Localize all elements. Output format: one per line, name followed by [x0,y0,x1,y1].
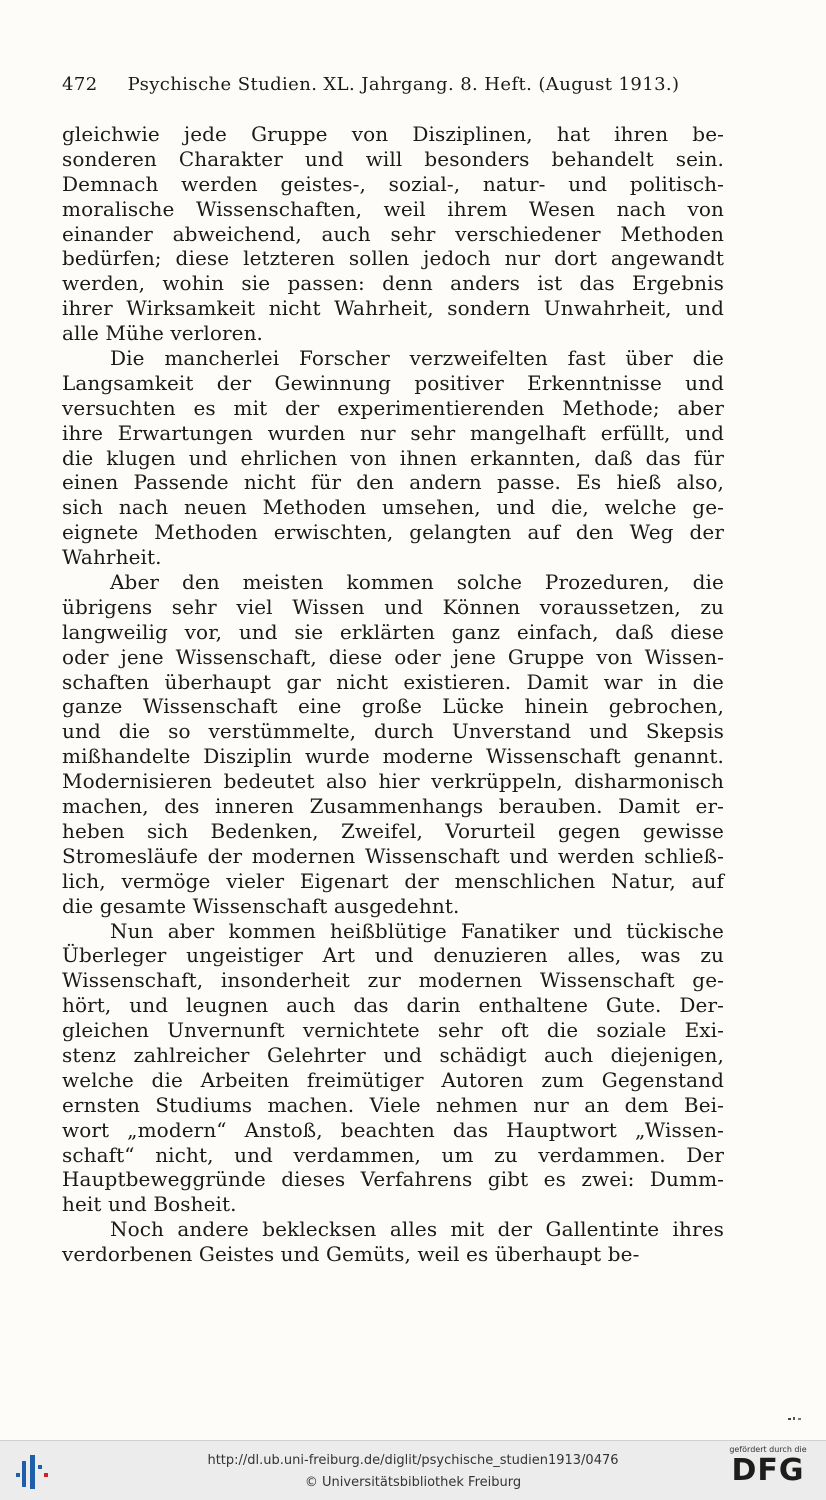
text-line: Langsamkeit der Gewinnung positiver Erkenntnisse und [62,370,724,395]
text-line: werden, wohin sie passen: denn anders ist das Ergebnis [62,271,724,296]
text-line: Modernisieren bedeutet also hier verkrüppeln, disharmonisch [62,769,724,794]
text-line: verdorbenen Geistes und Gemüts, weil es überhaupt be- [62,1242,640,1267]
page-number: 472 [62,74,98,95]
text-line: und die so verstümmelte, durch Unverstand und Skepsis [62,719,724,744]
text-line: Die mancherlei Forscher verzweifelten fast über die [110,346,724,371]
scan-speck [788,1417,804,1421]
text-line: die klugen und ehrlichen von ihnen erkannten, daß das für [62,445,724,470]
text-line: ihrer Wirksamkeit nicht Wahrheit, sondern Unwahrheit, und [62,296,724,321]
text-line: heben sich Bedenken, Zweifel, Vorurteil gegen gewisse [62,818,724,843]
text-line: Demnach werden geistes-, sozial-, natur- und politisch- [62,171,724,196]
text-line: Wahrheit. [62,545,162,570]
text-line: Stromesläufe der modernen Wissenschaft und werden schließ- [62,843,724,868]
text-line: einen Passende nicht für den andern passe. Es hieß also, [62,470,724,495]
text-line: alle Mühe verloren. [62,321,264,346]
dfg-tagline: gefördert durch die [729,1445,807,1454]
text-line: moralische Wissenschaften, weil ihrem Wesen nach von [62,196,724,221]
text-line: Überleger ungeistiger Art und denuzieren alles, was zu [62,943,724,968]
footer-copyright: © Universitätsbibliothek Freiburg [304,1475,522,1490]
text-line: ganze Wissenschaft eine große Lücke hinein gebrochen, [62,694,724,719]
text-line: langweilig vor, und sie erklärten ganz einfach, daß diese [62,619,724,644]
text-line: sich nach neuen Methoden umsehen, und die, welche ge- [62,495,724,520]
text-line: Aber den meisten kommen solche Prozeduren, die [110,570,724,595]
text-line: übrigens sehr viel Wissen und Können voraussetzen, zu [62,594,724,619]
text-line: lich, vermöge vieler Eigenart der menschlichen Natur, auf [62,868,724,893]
text-line: Nun aber kommen heißblütige Fanatiker und tückische [110,918,724,943]
dfg-logo-text: DFG [731,1453,805,1488]
text-line: Wissenschaft, insonderheit zur modernen Wissenschaft ge- [62,968,724,993]
text-line: wort „modern“ Anstoß, beachten das Hauptwort „Wissen- [62,1117,724,1142]
text-line: ernsten Studiums machen. Viele nehmen nur an dem Bei- [62,1092,724,1117]
text-line: hört, und leugnen auch das darin enthaltene Gute. Der- [62,993,724,1018]
text-line: stenz zahlreicher Gelehrter und schädigt auch diejenigen, [62,1042,724,1067]
text-line: die gesamte Wissenschaft ausgedehnt. [62,893,460,918]
text-line: Noch andere beklecksen alles mit der Gallentinte ihres [110,1217,724,1242]
text-line: sonderen Charakter und will besonders behandelt sein. [62,146,724,171]
text-line: schaften überhaupt gar nicht existieren. Damit war in die [62,669,724,694]
text-line: bedürfen; diese letzteren sollen jedoch nur dort angewandt [62,246,724,271]
text-line: oder jene Wissenschaft, diese oder jene Gruppe von Wissen- [62,644,724,669]
footer-bar [0,1440,826,1500]
footer-url-link[interactable]: http://dl.ub.uni-freiburg.de/diglit/psychische_studien1913/0476 [207,1453,619,1468]
running-title: Psychische Studien. XL. Jahrgang. 8. Heft. (August 1913.) [127,74,680,95]
text-line: welche die Arbeiten freimütiger Autoren zum Gegenstand [62,1067,724,1092]
text-line: versuchten es mit der experimentierenden Methode; aber [62,395,724,420]
text-line: Hauptbeweggründe dieses Verfahrens gibt es zwei: Dumm- [62,1167,724,1192]
text-line: einander abweichend, auch sehr verschiedener Methoden [62,221,724,246]
text-line: gleichwie jede Gruppe von Disziplinen, hat ihren be- [62,122,724,146]
text-line: gleichen Unvernunft vernichtete sehr oft die soziale Exi- [62,1018,724,1043]
body-text [62,122,724,1267]
text-line: ihre Erwartungen wurden nur sehr mangelhaft erfüllt, und [62,420,724,445]
text-line: heit und Bosheit. [62,1192,237,1217]
text-line: eignete Methoden erwischten, gelangten auf den Weg der [62,520,724,545]
running-header [62,74,732,95]
text-line: mißhandelte Disziplin wurde moderne Wissenschaft genannt. [62,744,724,769]
dfg-logo [718,1445,818,1497]
text-line: machen, des inneren Zusammenhangs berauben. Damit er- [62,794,724,819]
text-line: schaft“ nicht, und verdammen, um zu verdammen. Der [62,1142,724,1167]
